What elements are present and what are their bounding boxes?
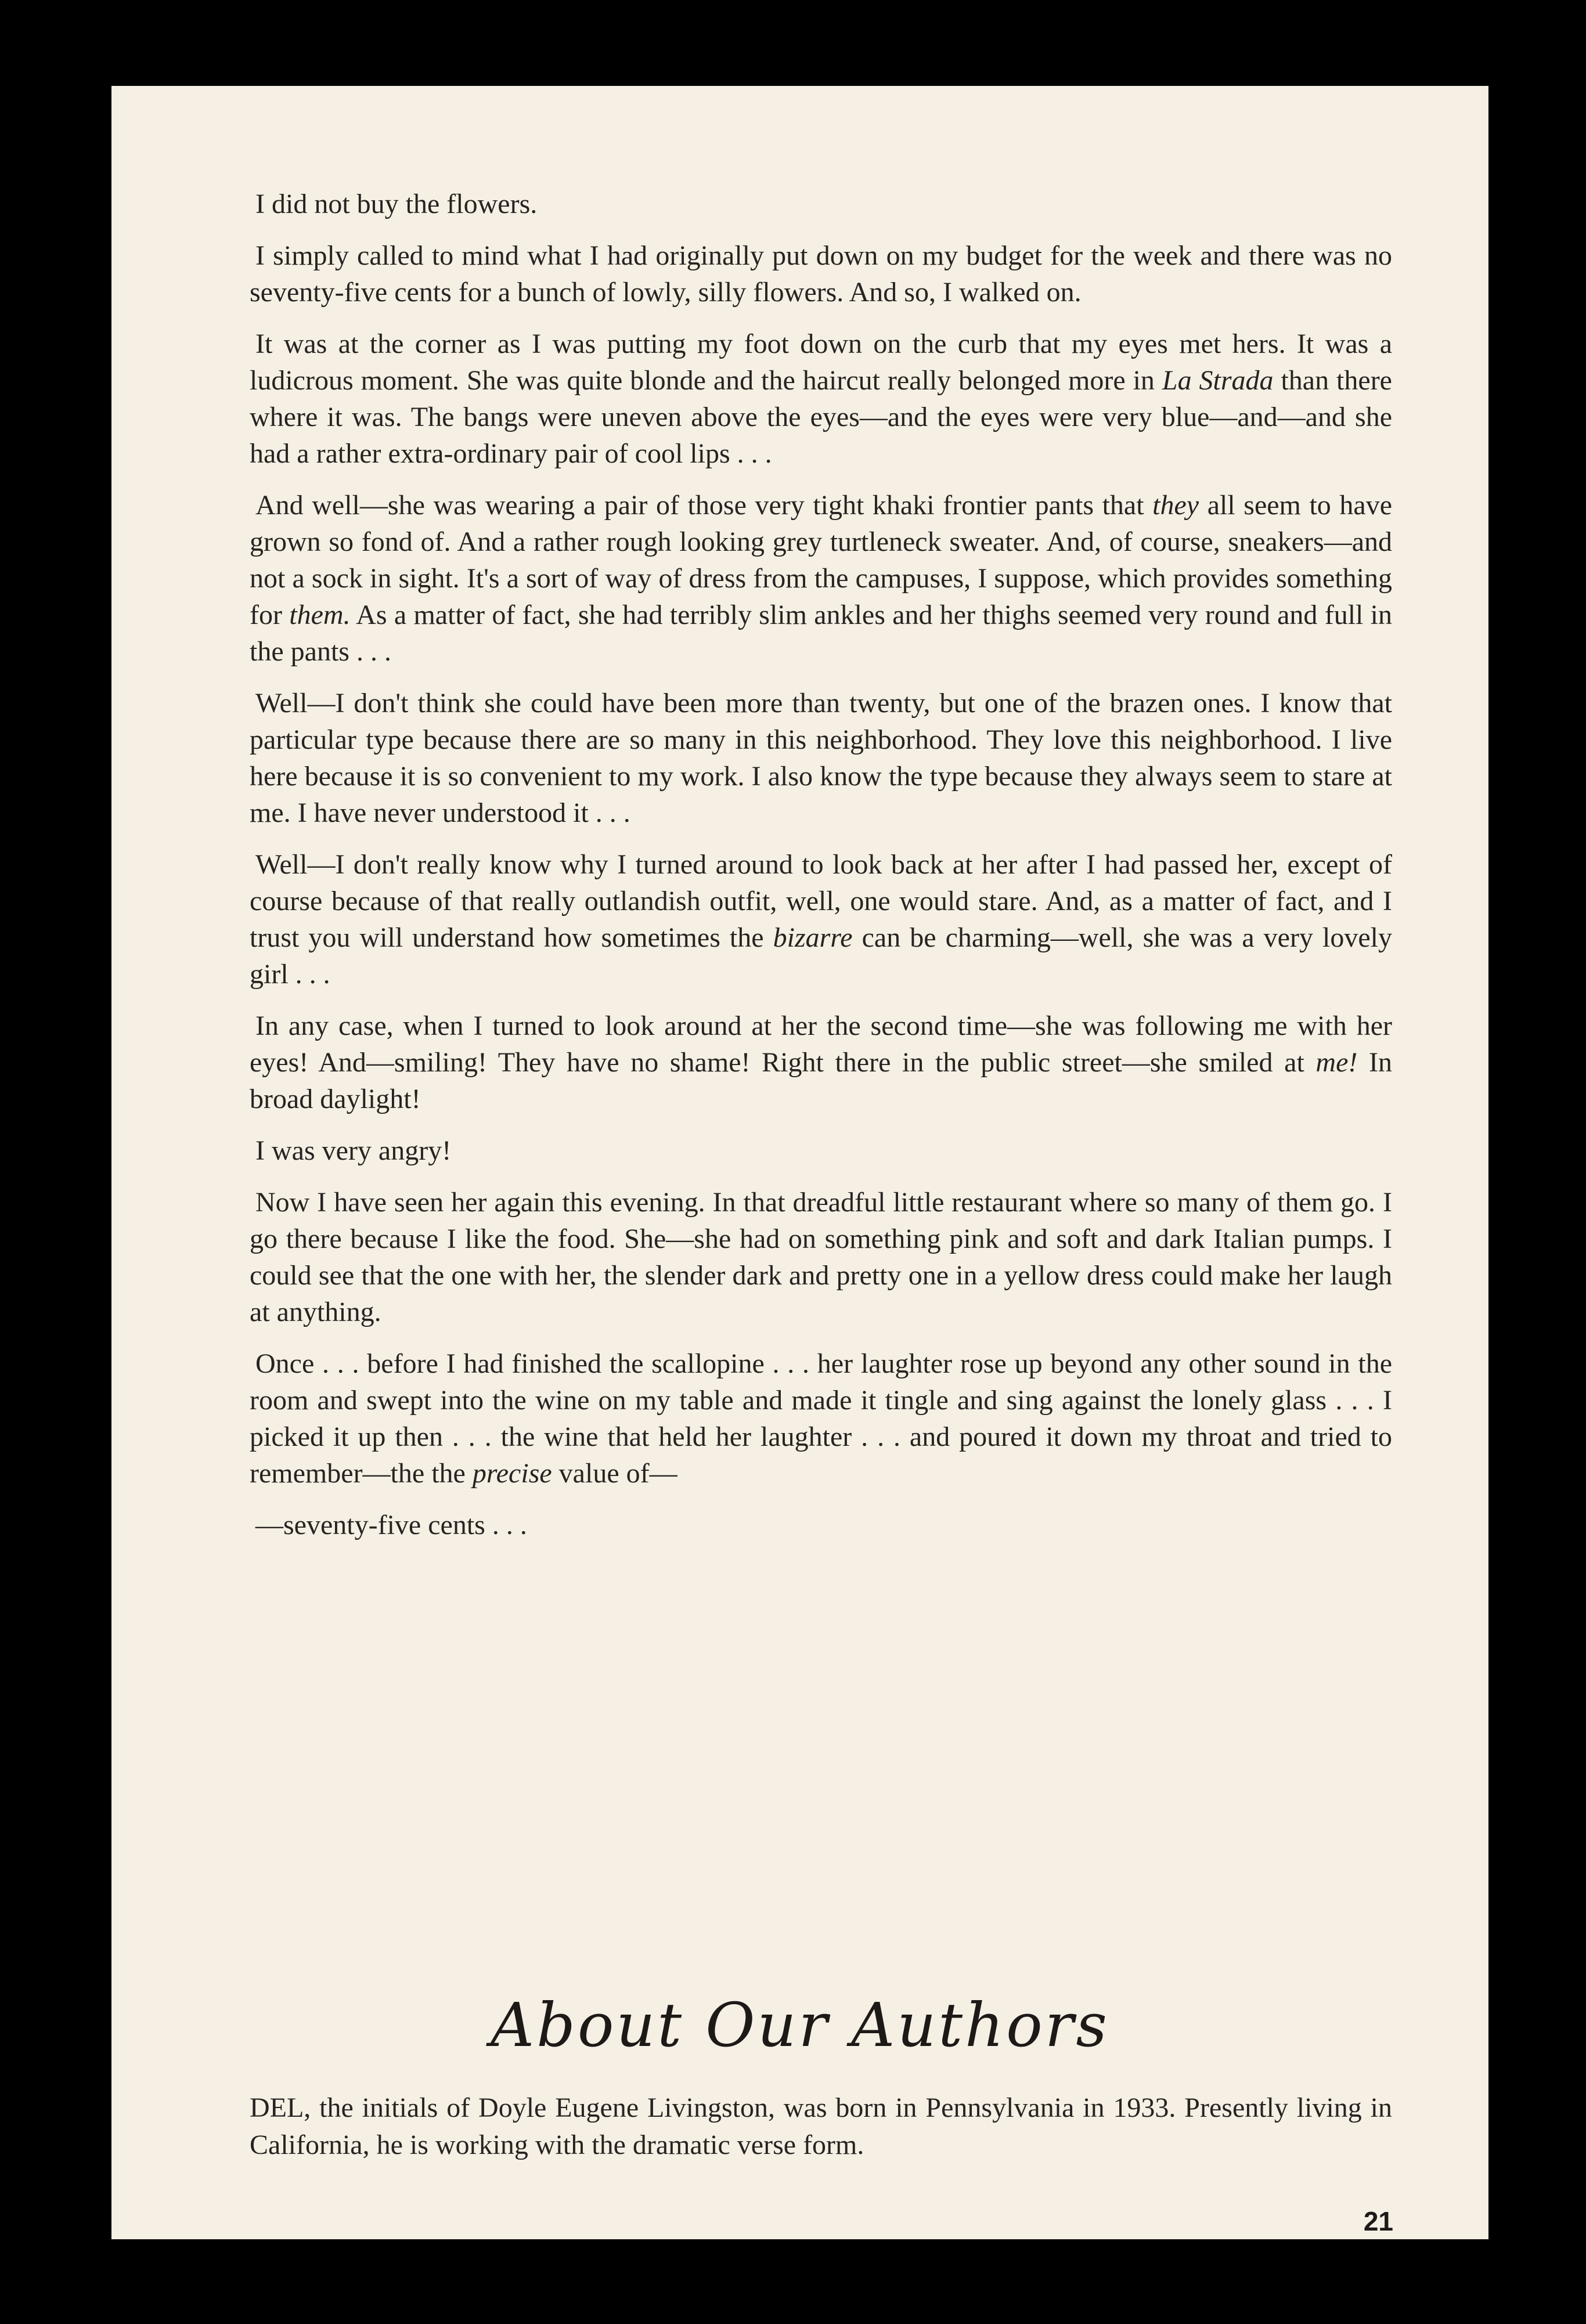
paragraph-1: I did not buy the flowers.: [255, 189, 538, 219]
paragraph-10: Once . . . before I had finished the scallopine . . . her laughter rose up beyond any other sound in the room and swept into the wine on my table and made it tingle and sing against the lonely glass . . . I picked it up then . . . the wine that held her laughter . . . and poured it down my throat and tried to remember—the the precise value of—: [250, 1348, 1392, 1489]
paragraph-7: In any case, when I turned to look around at her the second time—she was following me with her eyes! And—smiling! They have no shame! Right there in the public street—she smiled at me! In broad daylight!: [250, 1011, 1393, 1114]
author-note: DEL, the initials of Doyle Eugene Livingston, was born in Pennsylvania in 1933. Presently living in California, he is working with the dramatic verse form.: [250, 2092, 1392, 2160]
paragraph-9: Now I have seen her again this evening. In that dreadful little restaurant where so many of them go. I go there because I like the food. She—she had on something pink and soft and dark Italian pumps. I could see that the one with her, the slender dark and pretty one in a yellow dress could make her laugh at anything.: [250, 1187, 1392, 1327]
paragraph-11: —seventy-five cents . . .: [255, 1510, 527, 1540]
emphasis-bizarre: bizarre: [773, 922, 853, 953]
paragraph-5: Well—I don't think she could have been more than twenty, but one of the brazen ones. I know that particular type because there are so many in this neighborhood. They love this neighborhood. I live here because it is so convenient to my work. I also know the type because they always seem to stare at me. I have never understood it . . .: [250, 688, 1392, 828]
emphasis-me: me!: [1315, 1047, 1358, 1078]
story-text: [250, 186, 1392, 1558]
scan-edge-mark: [87, 1290, 111, 1295]
paragraph-3: It was at the corner as I was putting my foot down on the curb that my eyes met hers. It was a ludicrous moment. She was quite blonde and the haircut really belonged more in La Strada than there where it was. The bangs were uneven above the eyes—and the eyes were very blue—and—and she had a rather extra-ordinary pair of cool lips . . .: [250, 329, 1392, 469]
emphasis-they: they: [1152, 490, 1199, 521]
film-title: La Strada: [1162, 365, 1274, 396]
paragraph-4: And well—she was wearing a pair of those very tight khaki frontier pants that they all seem to have grown so fond of. And a rather rough looking grey turtleneck sweater. And, of course, sneakers—and not a sock in sight. It's a sort of way of dress from the campuses, I suppose, which provides something for them. As a matter of fact, she had terribly slim ankles and her thighs seemed very round and full in the pants . . .: [250, 490, 1393, 667]
paragraph-6: Well—I don't really know why I turned around to look back at her after I had passed her, except of course because of that really outlandish outfit, well, one would stare. And, as a matter of fact, and I trust you will understand how sometimes the bizarre can be charming—well, she was a very lovely girl . . .: [250, 849, 1392, 990]
emphasis-them: them.: [289, 600, 351, 630]
section-heading: About Our Authors: [491, 1990, 1109, 2060]
page-number: 21: [1363, 2206, 1393, 2236]
emphasis-precise: precise: [472, 1458, 552, 1489]
document-page: [111, 86, 1488, 2239]
paragraph-8: I was very angry!: [255, 1135, 452, 1166]
paragraph-2: I simply called to mind what I had originally put down on my budget for the week and there was no seventy-five cents for a bunch of lowly, silly flowers. And so, I walked on.: [250, 240, 1392, 308]
